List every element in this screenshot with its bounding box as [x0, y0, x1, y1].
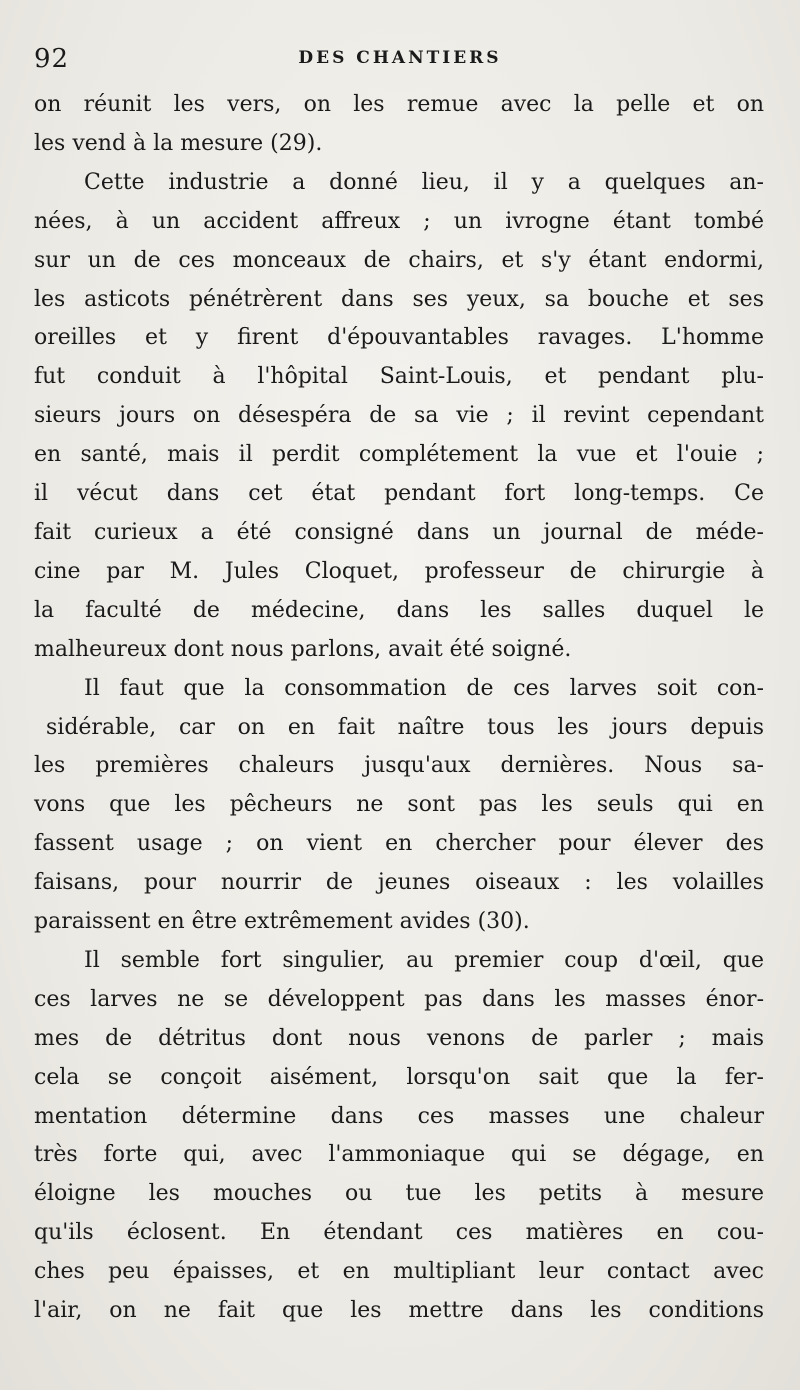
text-line: qu'ils éclosent. En étendant ces matières en cou-: [34, 1220, 764, 1246]
text-line: paraissent en être extrêmement avides (30).: [34, 909, 530, 935]
text-line: sieurs jours on désespéra de sa vie ; il revint cependant: [34, 403, 764, 429]
text-line: nées, à un accident affreux ; un ivrogne étant tombé: [34, 208, 764, 234]
text-line: fait curieux a été consigné dans un journal de méde-: [34, 519, 764, 545]
text-line: cine par M. Jules Cloquet, professeur de chirurgie à: [34, 558, 764, 584]
page-header: [34, 44, 766, 74]
body-text: [34, 86, 764, 1331]
text-line: on réunit les vers, on les remue avec la pelle et on: [34, 92, 764, 117]
paragraph: [34, 942, 764, 1331]
text-line: fassent usage ; on vient en chercher pour élever des: [34, 831, 764, 857]
text-line: mentation détermine dans ces masses une chaleur: [34, 1103, 764, 1129]
text-line: malheureux dont nous parlons, avait été soigné.: [34, 636, 572, 662]
text-line: faisans, pour nourrir de jeunes oiseaux : les volailles: [34, 870, 764, 896]
running-title: DES CHANTIERS: [298, 48, 502, 68]
text-line: sur un de ces monceaux de chairs, et s'y étant endormi,: [34, 247, 764, 273]
text-line: l'air, on ne fait que les mettre dans les conditions: [34, 1298, 764, 1324]
text-line: ches peu épaisses, et en multipliant leur contact avec: [34, 1259, 764, 1285]
text-line: oreilles et y firent d'épouvantables ravages. L'homme: [34, 325, 764, 351]
text-line: sidérable, car on en fait naître tous les jours depuis: [46, 714, 764, 740]
page-number: 92: [34, 44, 70, 74]
text-line: les asticots pénétrèrent dans ses yeux, sa bouche et ses: [34, 286, 764, 312]
text-line: mes de détritus dont nous venons de parler ; mais: [34, 1025, 764, 1051]
text-line: éloigne les mouches ou tue les petits à mesure: [34, 1181, 764, 1207]
text-line: Il semble fort singulier, au premier coup d'œil, que: [84, 947, 764, 973]
text-line: Cette industrie a donné lieu, il y a quelques an-: [84, 169, 764, 195]
text-line: ces larves ne se développent pas dans les masses énor-: [34, 986, 764, 1012]
text-line: très forte qui, avec l'ammoniaque qui se dégage, en: [34, 1142, 764, 1168]
paragraph: [34, 86, 764, 164]
text-line: les premières chaleurs jusqu'aux dernières. Nous sa-: [34, 753, 764, 779]
text-line: fut conduit à l'hôpital Saint-Louis, et pendant plu-: [34, 364, 764, 390]
text-line: il vécut dans cet état pendant fort long-temps. Ce: [34, 481, 764, 507]
paragraph: [34, 670, 764, 942]
text-line: vons que les pêcheurs ne sont pas les seuls qui en: [34, 792, 764, 818]
text-line: la faculté de médecine, dans les salles duquel le: [34, 597, 764, 623]
text-line: en santé, mais il perdit complétement la vue et l'ouie ;: [34, 442, 764, 468]
paragraph: [34, 164, 764, 670]
text-line: cela se conçoit aisément, lorsqu'on sait que la fer-: [34, 1064, 764, 1090]
text-line: Il faut que la consommation de ces larves soit con-: [84, 675, 764, 701]
text-line: les vend à la mesure (29).: [34, 130, 323, 156]
